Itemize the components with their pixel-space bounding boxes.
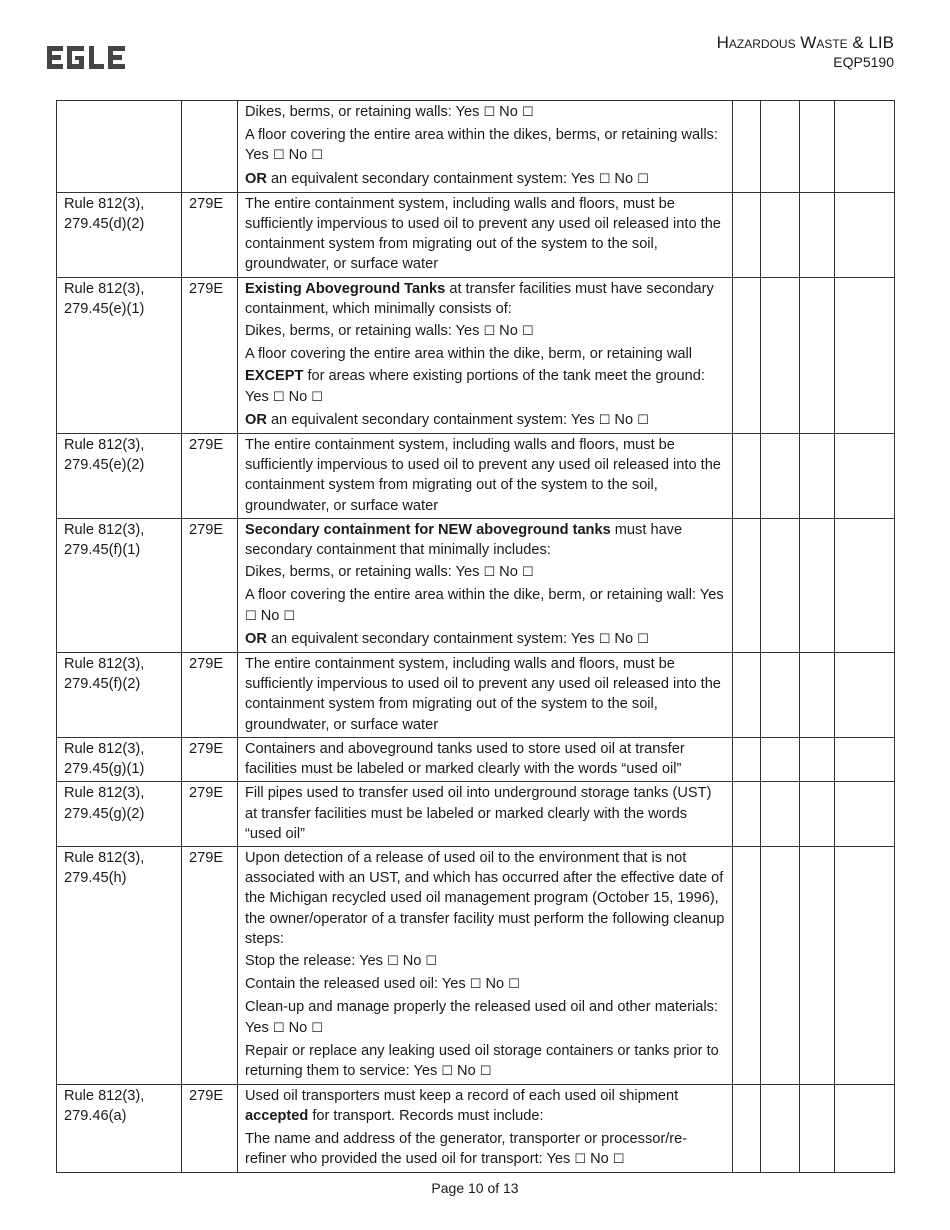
status-cell[interactable] (800, 782, 835, 847)
table-row (57, 782, 895, 847)
status-cell[interactable] (733, 846, 761, 1084)
table-row (57, 277, 895, 433)
requirement-line: The entire containment system, including walls and floors, must be sufficiently impervious to used oil to prevent any used oil released into the containment system from migrating out of the system to the soil, groundwater, or surface water (245, 437, 721, 514)
status-cell[interactable] (835, 192, 895, 277)
status-cell[interactable] (835, 101, 895, 193)
requirement-line: Upon detection of a release of used oil to the environment that is not associated with an UST, and which has occurred after the effective date of the Michigan recycled used oil management program (October 15, 1996), the owner/operator of a transfer facility must perform the following cleanup steps: (245, 849, 725, 947)
requirement-line: OR an equivalent secondary containment system: Yes ☐ No ☐ (245, 630, 649, 647)
requirement-line: The entire containment system, including walls and floors, must be sufficiently impervious to used oil to prevent any used oil released into the containment system from migrating out of the system to the soil, groundwater, or surface water (245, 656, 721, 733)
requirement-lead (245, 520, 727, 560)
requirement-line: Clean-up and manage properly the released used oil and other materials: Yes ☐ No ☐ (245, 999, 718, 1036)
rule-reference: Rule 812(3), 279.45(e)(2) (57, 434, 182, 519)
requirement-text (238, 737, 733, 781)
status-cell[interactable] (835, 846, 895, 1084)
requirement-lead-bold: Existing Aboveground Tanks (245, 280, 446, 297)
citation-code: 279E (182, 192, 238, 277)
citation-code: 279E (182, 277, 238, 433)
requirement-text (238, 434, 733, 519)
status-cell[interactable] (835, 277, 895, 433)
citation-code: 279E (182, 846, 238, 1084)
document-header (717, 33, 894, 71)
status-cell[interactable] (733, 518, 761, 652)
requirement-line: A floor covering the entire area within the dike, berm, or retaining wall (245, 346, 692, 363)
rule-reference: Rule 812(3), 279.45(f)(1) (57, 518, 182, 652)
status-cell[interactable] (733, 277, 761, 433)
requirement-text (238, 653, 733, 738)
table-row (57, 518, 895, 652)
requirement-lead-rest: at transfer facilities must have secondary containment, which minimally consists of: (245, 280, 714, 317)
requirement-line: Contain the released used oil: Yes ☐ No ☐ (245, 976, 520, 993)
status-cell[interactable] (761, 653, 800, 738)
status-cell[interactable] (733, 782, 761, 847)
requirement-text (238, 1085, 733, 1173)
requirement-line: A floor covering the entire area within the dikes, berms, or retaining walls: Yes ☐ No ☐ (245, 127, 718, 164)
status-cell[interactable] (761, 434, 800, 519)
citation-code (182, 101, 238, 193)
status-cell[interactable] (761, 737, 800, 781)
requirement-text (238, 846, 733, 1084)
status-cell[interactable] (800, 846, 835, 1084)
status-cell[interactable] (733, 737, 761, 781)
status-cell[interactable] (800, 192, 835, 277)
egle-logo (47, 44, 127, 72)
status-cell[interactable] (761, 1085, 800, 1173)
requirement-lead (245, 279, 727, 319)
status-cell[interactable] (761, 782, 800, 847)
table-row (57, 846, 895, 1084)
rule-reference: Rule 812(3), 279.45(h) (57, 846, 182, 1084)
status-cell[interactable] (761, 277, 800, 433)
requirement-line: Stop the release: Yes ☐ No ☐ (245, 952, 438, 969)
requirement-text (238, 101, 733, 193)
requirement-text (238, 277, 733, 433)
status-cell[interactable] (800, 101, 835, 193)
requirement-line: EXCEPT for areas where existing portions of the tank meet the ground: Yes ☐ No ☐ (245, 368, 705, 405)
status-cell[interactable] (761, 518, 800, 652)
status-cell[interactable] (835, 1085, 895, 1173)
rule-reference: Rule 812(3), 279.45(d)(2) (57, 192, 182, 277)
table-row (57, 737, 895, 781)
status-cell[interactable] (835, 518, 895, 652)
requirement-lead-rest: must have secondary containment that minimally includes: (245, 521, 683, 559)
requirement-line: The entire containment system, including walls and floors, must be sufficiently impervious to used oil to prevent any used oil released into the containment system from migrating out of the system to the soil, groundwater, or surface water (245, 195, 721, 273)
requirement-line: Used oil transporters must keep a record of each used oil shipment accepted for transport. Records must include: (245, 1088, 679, 1125)
status-cell[interactable] (800, 737, 835, 781)
citation-code: 279E (182, 1085, 238, 1173)
status-cell[interactable] (733, 192, 761, 277)
table-row (57, 1085, 895, 1173)
rule-reference (57, 101, 182, 193)
table-row (57, 653, 895, 738)
status-cell[interactable] (835, 737, 895, 781)
status-cell[interactable] (800, 653, 835, 738)
requirement-text (238, 192, 733, 277)
status-cell[interactable] (800, 434, 835, 519)
status-cell[interactable] (835, 653, 895, 738)
rule-reference: Rule 812(3), 279.45(e)(1) (57, 277, 182, 433)
checklist-table (56, 100, 895, 1173)
status-cell[interactable] (761, 846, 800, 1084)
requirement-line: Fill pipes used to transfer used oil into underground storage tanks (UST) at transfer facilities must be labeled or marked clearly with the words “used oil” (245, 785, 712, 842)
citation-code: 279E (182, 737, 238, 781)
requirement-text (238, 782, 733, 847)
citation-code: 279E (182, 518, 238, 652)
requirement-line: A floor covering the entire area within the dike, berm, or retaining wall: Yes ☐ No ☐ (245, 587, 724, 624)
requirement-line: Dikes, berms, or retaining walls: Yes ☐ No ☐ (245, 564, 534, 581)
page-number: Page 10 of 13 (431, 1180, 519, 1196)
requirement-line: Dikes, berms, or retaining walls: Yes ☐ No ☐ (245, 323, 534, 340)
status-cell[interactable] (835, 782, 895, 847)
requirement-line: The name and address of the generator, transporter or processor/re-refiner who provided the used oil for transport: Yes ☐ No ☐ (245, 1130, 688, 1167)
form-number: EQP5190 (833, 54, 894, 70)
requirement-line: Dikes, berms, or retaining walls: Yes ☐ No ☐ (245, 104, 534, 120)
citation-code: 279E (182, 782, 238, 847)
requirement-line: Repair or replace any leaking used oil storage containers or tanks prior to returning them to service: Yes ☐ No ☐ (245, 1042, 719, 1079)
table-row (57, 101, 895, 193)
status-cell[interactable] (761, 192, 800, 277)
table-row (57, 434, 895, 519)
citation-code: 279E (182, 653, 238, 738)
status-cell[interactable] (800, 1085, 835, 1173)
status-cell[interactable] (733, 1085, 761, 1173)
requirement-line: Containers and aboveground tanks used to store used oil at transfer facilities must be labeled or marked clearly with the words “used oil” (245, 740, 685, 778)
requirement-line: OR an equivalent secondary containment system: Yes ☐ No ☐ (245, 170, 649, 187)
status-cell[interactable] (800, 518, 835, 652)
rule-reference: Rule 812(3), 279.45(g)(1) (57, 737, 182, 781)
requirement-line: OR an equivalent secondary containment system: Yes ☐ No ☐ (245, 411, 649, 428)
rule-reference: Rule 812(3), 279.46(a) (57, 1085, 182, 1173)
rule-reference: Rule 812(3), 279.45(g)(2) (57, 782, 182, 847)
status-cell[interactable] (733, 653, 761, 738)
table-row (57, 192, 895, 277)
status-cell[interactable] (835, 434, 895, 519)
status-cell[interactable] (761, 101, 800, 193)
status-cell[interactable] (733, 434, 761, 519)
rule-reference: Rule 812(3), 279.45(f)(2) (57, 653, 182, 738)
status-cell[interactable] (733, 101, 761, 193)
header-title: Hazardous Waste & LIB (716, 33, 894, 52)
requirement-text (238, 518, 733, 652)
requirement-lead-bold: Secondary containment for NEW aboveground tanks (245, 521, 611, 538)
citation-code: 279E (182, 434, 238, 519)
status-cell[interactable] (800, 277, 835, 433)
